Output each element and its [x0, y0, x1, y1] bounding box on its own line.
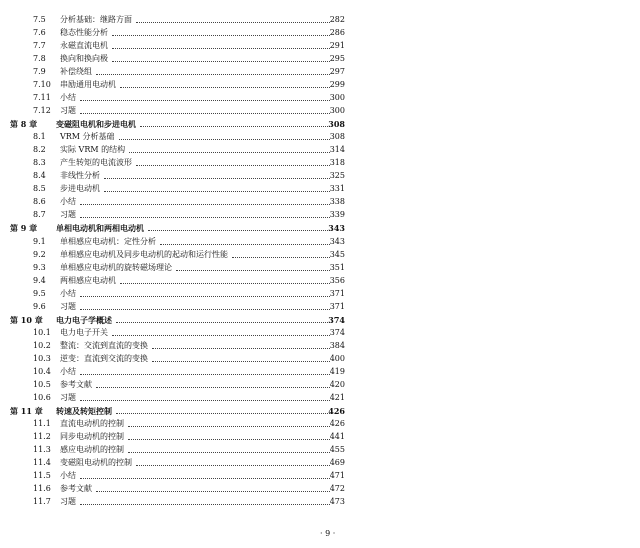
dot-leader: [112, 324, 330, 336]
page-number: 421: [329, 392, 345, 402]
section-number: 11.6: [33, 484, 51, 494]
entry-title: 产生转矩的电流波形: [60, 158, 132, 168]
section-number: 10.5: [33, 379, 51, 389]
dot-leader: [96, 376, 330, 388]
section-number: 8.1: [33, 132, 46, 142]
section-number: 7.8: [33, 54, 46, 64]
chapter-number: 第 9 章: [10, 223, 38, 234]
entry-title: 感应电动机的控制: [60, 444, 124, 454]
section-number: 7.10: [33, 80, 51, 90]
page-number: 325: [329, 171, 345, 181]
page-number: 419: [329, 366, 345, 376]
page-number: 351: [329, 262, 345, 272]
dot-leader: [112, 24, 330, 36]
entry-title: 习题: [60, 106, 76, 116]
page-number: 472: [329, 484, 345, 494]
section-number: 9.6: [33, 301, 46, 311]
page-number: · 9 ·: [320, 529, 336, 538]
entry-title: 小结: [60, 366, 76, 376]
entry-title: 小结: [60, 471, 76, 481]
entry-title: 参考文献: [60, 379, 92, 389]
dot-leader: [80, 363, 330, 375]
dot-leader: [120, 272, 330, 284]
dot-leader: [140, 115, 330, 127]
dot-leader: [96, 480, 330, 492]
section-number: 9.1: [33, 236, 46, 246]
section-number: 8.5: [33, 184, 46, 194]
page-number: 297: [329, 67, 345, 77]
section-number: 7.5: [33, 15, 46, 24]
section-number: 11.4: [33, 458, 51, 468]
entry-title: 变磁阻电机和步进电机: [56, 119, 136, 130]
page-number: 300: [329, 93, 345, 103]
dot-leader: [116, 311, 330, 323]
page-number: 426: [329, 418, 345, 428]
section-number: 11.2: [33, 431, 51, 441]
section-number: 7.12: [33, 106, 51, 116]
dot-leader: [104, 167, 330, 179]
page-number: 295: [329, 54, 345, 64]
entry-title: 补偿绕组: [60, 67, 92, 77]
page-number: 469: [329, 458, 345, 468]
section-number: 9.3: [33, 262, 46, 272]
section-number: 7.11: [33, 93, 51, 103]
section-entry: [0, 496, 640, 508]
section-number: 8.6: [33, 197, 46, 207]
page-number: 384: [329, 340, 345, 350]
dot-leader: [80, 89, 330, 101]
section-number: 7.6: [33, 28, 46, 38]
dot-leader: [80, 298, 330, 310]
page-number: 371: [329, 288, 345, 298]
page-number: 371: [329, 301, 345, 311]
dot-leader: [80, 193, 330, 205]
page-number: 314: [329, 145, 345, 155]
entry-title: VRM 分析基础: [60, 132, 115, 142]
page-number: 291: [329, 41, 345, 51]
dot-leader: [128, 441, 330, 453]
chapter-number: 第 11 章: [10, 405, 43, 416]
entry-title: 小结: [60, 288, 76, 298]
entry-title: 实际 VRM 的结构: [60, 145, 126, 155]
dot-leader: [136, 454, 330, 466]
section-number: 11.7: [33, 497, 51, 507]
page-number: 343: [329, 236, 345, 246]
dot-leader: [152, 350, 330, 362]
chapter-number: 第 8 章: [10, 119, 38, 130]
entry-title: 小结: [60, 197, 76, 207]
dot-leader: [129, 141, 330, 153]
section-number: 11.1: [33, 418, 51, 428]
entry-title: 单相感应电动机及同步电动机的起动和运行性能: [60, 249, 228, 259]
page-number: 308: [329, 132, 345, 142]
page-number: 339: [329, 210, 345, 220]
section-number: 7.9: [33, 67, 46, 77]
page-number: 286: [329, 28, 345, 38]
chapter-number: 第 10 章: [10, 314, 43, 325]
dot-leader: [116, 402, 330, 414]
section-number: 10.2: [33, 340, 51, 350]
dot-leader: [112, 37, 330, 49]
entry-title: 稳态性能分析: [60, 28, 108, 38]
entry-title: 分析基础：继路方面: [60, 15, 132, 24]
entry-title: 步进电动机: [60, 184, 100, 194]
entry-title: 参考文献: [60, 484, 92, 494]
dot-leader: [96, 63, 330, 75]
section-number: 10.1: [33, 327, 51, 337]
page-number: 420: [329, 379, 345, 389]
dot-leader: [136, 154, 330, 166]
page-number: 345: [329, 249, 345, 259]
entry-title: 逆变：直流到交流的变换: [60, 353, 148, 363]
entry-title: 变磁阻电动机的控制: [60, 458, 132, 468]
entry-title: 小结: [60, 93, 76, 103]
page-number: 299: [329, 80, 345, 90]
page-number: 356: [329, 275, 345, 285]
dot-leader: [80, 389, 330, 401]
dot-leader: [80, 493, 330, 505]
page-number: 282: [329, 15, 345, 24]
page-number: 473: [329, 497, 345, 507]
section-number: 10.6: [33, 392, 51, 402]
dot-leader: [80, 467, 330, 479]
page-number: 331: [329, 184, 345, 194]
section-number: 8.4: [33, 171, 46, 181]
dot-leader: [80, 206, 330, 218]
section-number: 11.3: [33, 444, 51, 454]
page-number: 338: [329, 197, 345, 207]
section-number: 10.3: [33, 353, 51, 363]
entry-title: 两相感应电动机: [60, 275, 116, 285]
dot-leader: [176, 259, 330, 271]
section-number: 9.2: [33, 249, 46, 259]
dot-leader: [80, 102, 330, 114]
dot-leader: [232, 246, 330, 258]
entry-title: 习题: [60, 392, 76, 402]
page-number: 374: [329, 327, 345, 337]
dot-leader: [148, 219, 330, 231]
entry-title: 习题: [60, 301, 76, 311]
entry-title: 单相感应电动机：定性分析: [60, 236, 156, 246]
entry-title: 换向和换向极: [60, 54, 108, 64]
section-number: 8.7: [33, 210, 46, 220]
entry-title: 电力电子学概述: [56, 314, 112, 325]
entry-title: 转速及转矩控制: [56, 405, 112, 416]
section-number: 8.3: [33, 158, 46, 168]
entry-title: 电力电子开关: [60, 327, 108, 337]
dot-leader: [152, 337, 330, 349]
entry-title: 单相感应电动机的旋转磁场理论: [60, 262, 172, 272]
entry-title: 同步电动机的控制: [60, 431, 124, 441]
dot-leader: [128, 415, 330, 427]
page-number: 400: [329, 353, 345, 363]
entry-title: 单相电动机和两相电动机: [56, 223, 144, 234]
page-number: 343: [328, 223, 345, 234]
dot-leader: [104, 180, 330, 192]
dot-leader: [160, 233, 330, 245]
dot-leader: [119, 128, 330, 140]
section-number: 9.4: [33, 275, 46, 285]
page-number: 300: [329, 106, 345, 116]
dot-leader: [120, 76, 330, 88]
section-number: 10.4: [33, 366, 51, 376]
page-number: 471: [329, 471, 345, 481]
entry-title: 直流电动机的控制: [60, 418, 124, 428]
dot-leader: [128, 428, 330, 440]
section-number: 8.2: [33, 145, 46, 155]
entry-title: 习题: [60, 497, 76, 507]
entry-title: 串励通用电动机: [60, 80, 116, 90]
page-number: 308: [328, 119, 345, 130]
dot-leader: [80, 285, 330, 297]
dot-leader: [112, 50, 330, 62]
section-number: 9.5: [33, 288, 46, 298]
page-number: 441: [329, 431, 345, 441]
entry-title: 永磁直流电机: [60, 41, 108, 51]
dot-leader: [136, 11, 330, 23]
entry-title: 整流：交流到直流的变换: [60, 340, 148, 350]
section-number: 11.5: [33, 471, 51, 481]
entry-title: 习题: [60, 210, 76, 220]
page-number: 374: [328, 314, 345, 325]
page-number: 426: [328, 405, 345, 416]
entry-title: 非线性分析: [60, 171, 100, 181]
page-number: 318: [329, 158, 345, 168]
section-number: 7.7: [33, 41, 46, 51]
page-number: 455: [329, 444, 345, 454]
